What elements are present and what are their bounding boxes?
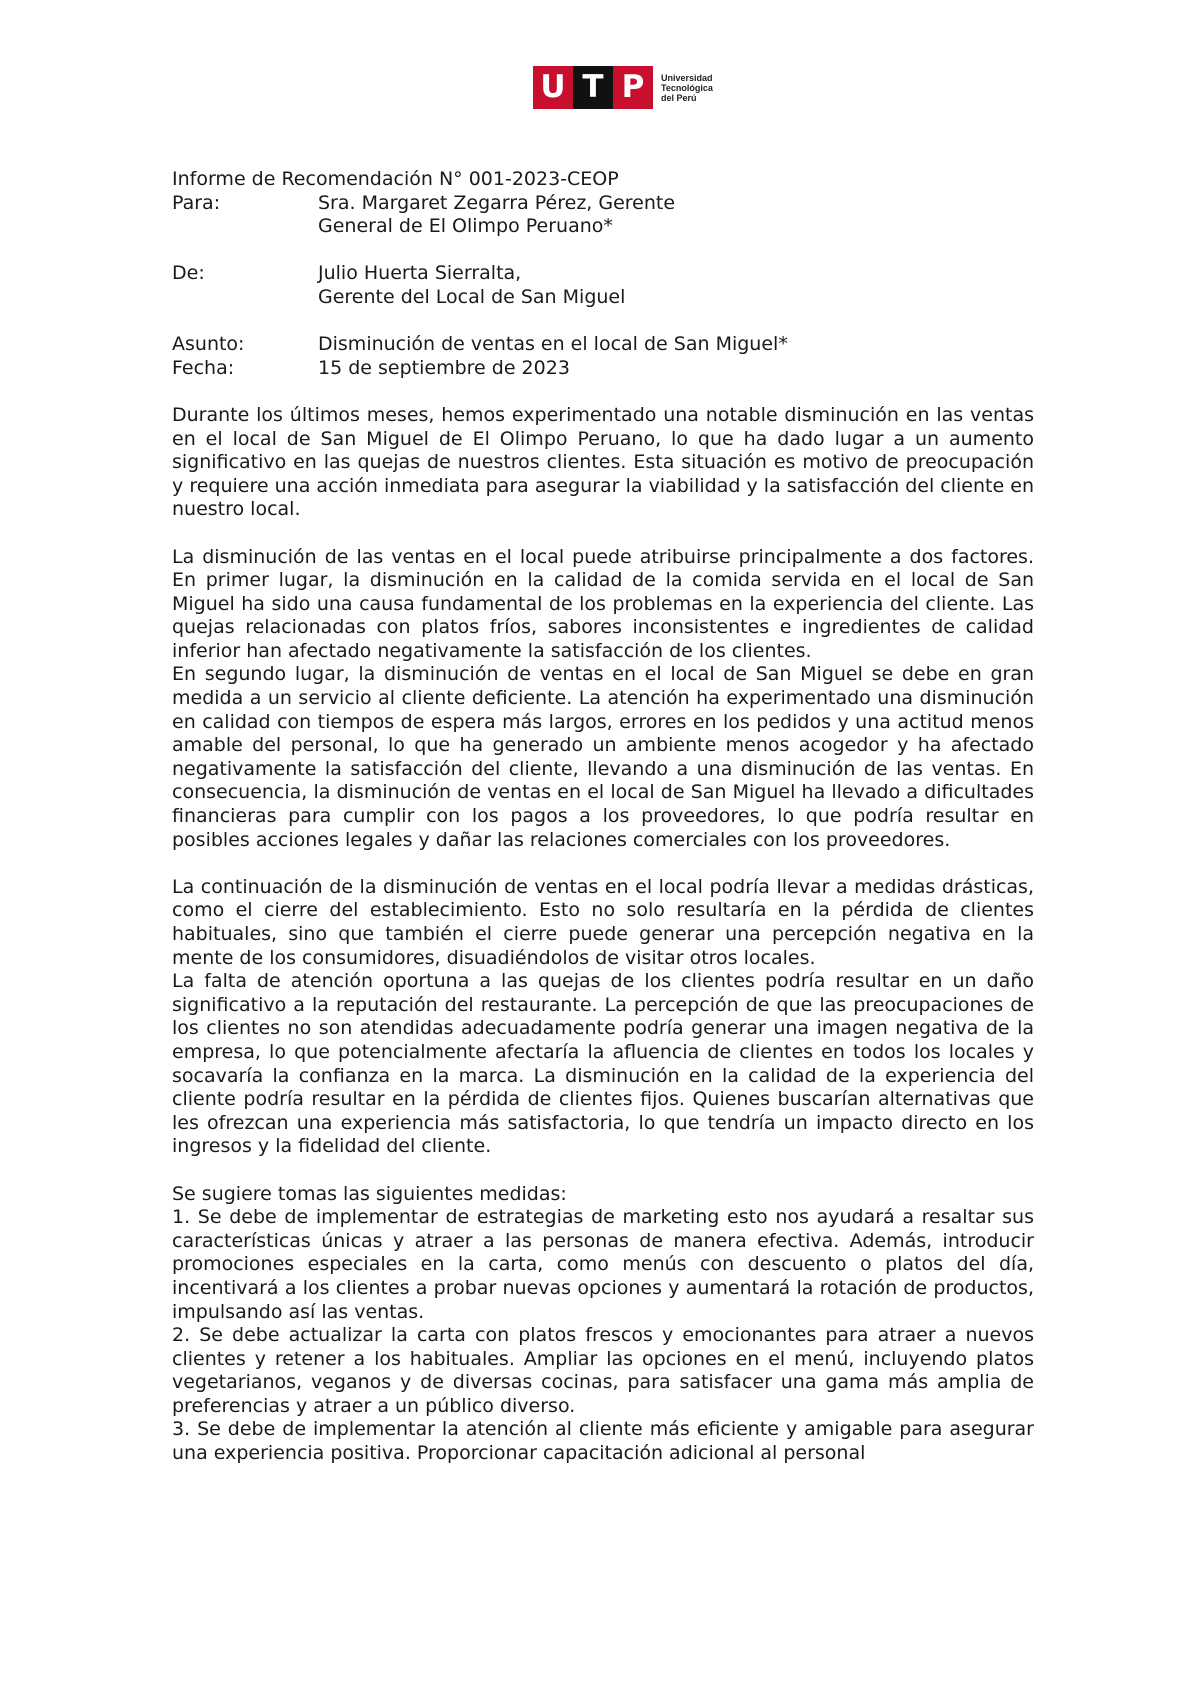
de-value-line: Gerente del Local de San Miguel [318,285,626,308]
logo-letter-t: T [573,66,613,109]
recommendations-intro: Se sugiere tomas las siguientes medidas: [172,1182,567,1205]
logo-letter-u: U [533,66,573,109]
body-paragraph: Durante los últimos meses, hemos experimentado una notable disminución en las ventas en el local de San Miguel de El Olimpo Peruano, lo que ha dado lugar a un aumento significativo en las quejas de nuestros clientes. Esta situación es motivo de preocupación y requiere una acción inmediata para asegurar la viabilidad y la satisfacción del cliente en nuestro local. [172,403,1034,521]
logo-tagline-line: Universidad [661,72,713,83]
de-value-line: Julio Huerta Sierralta, [318,262,522,285]
recommendation-item: 3. Se debe de implementar la atención al cliente más eficiente y amigable para asegurar una experiencia positiva. Proporcionar capacitación adicional al personal [172,1418,1034,1465]
recommendation-item: 1. Se debe de implementar de estrategias de marketing esto nos ayudará a resaltar sus características únicas y atraer a las personas de manera efectiva. Además, introducir promociones especiales en la carta, como menús con descuento o platos del día, incentivará a los clientes a probar nuevas opciones y aumentará la rotación de productos, impulsando así las ventas. [172,1206,1034,1323]
header-para [172,192,1034,239]
para-value-line: General de El Olimpo Peruano* [318,215,613,238]
fecha-label: Fecha: [172,356,235,379]
document-body [172,168,1034,1466]
asunto-label: Asunto: [172,333,245,356]
logo-tagline-line: Tecnológica [661,82,713,93]
para-value-line: Sra. Margaret Zegarra Pérez, Gerente [318,191,676,214]
logo-tagline [661,73,713,103]
recommendation-item: 2. Se debe actualizar la carta con platos frescos y emocionantes para atraer a nuevos clientes y retener a los habituales. Ampliar las opciones en el menú, incluyendo platos vegetarianos, veganos y de diversas cocinas, para satisfacer una gama más amplia de preferencias y atraer a un público diverso. [172,1324,1034,1417]
header-fecha [172,357,1034,381]
document-title: Informe de Recomendación N° 001-2023-CEOP [172,168,619,190]
de-value [318,262,1034,309]
para-label: Para: [172,191,221,214]
body-paragraph: La continuación de la disminución de ventas en el local podría llevar a medidas drásticas, como el cierre del establecimiento. Esto no solo resultaría en la pérdida de clientes habituales, sino que también el cierre puede generar una percepción negativa en la mente de los consumidores, disuadiéndolos de visitar otros locales. [172,875,1034,969]
de-label: De: [172,262,205,285]
logo-letter-p: P [613,66,653,109]
header-de [172,262,1034,309]
logo-tagline-line: del Perú [661,92,697,103]
asunto-value: Disminución de ventas en el local de San Miguel* [318,333,788,356]
body-paragraph: La falta de atención oportuna a las quejas de los clientes podría resultar en un daño significativo a la reputación del restaurante. La percepción de que las preocupaciones de los clientes no son atendidas adecuadamente podría generar una imagen negativa de la empresa, lo que potencialmente afectaría la afluencia de clientes en todos los locales y socavaría la confianza en la marca. La disminución en la calidad de la experiencia del cliente podría resultar en la pérdida de clientes fijos. Quienes buscarían alternativas que les ofrezcan una experiencia más satisfactoria, lo que tendría un impacto directo en los ingresos y la fidelidad del cliente. [172,970,1034,1158]
header-asunto [172,333,1034,357]
body-paragraph: En segundo lugar, la disminución de ventas en el local de San Miguel se debe en gran medida a un servicio al cliente deficiente. La atención ha experimentado una disminución en calidad con tiempos de espera más largos, errores en los pedidos y una actitud menos amable del personal, lo que ha generado un ambiente menos acogedor y ha afectado negativamente la satisfacción del cliente, llevando a una disminución de las ventas. En consecuencia, la disminución de ventas en el local de San Miguel ha llevado a dificultades financieras para cumplir con los pagos a los proveedores, lo que podría resultar en posibles acciones legales y dañar las relaciones comerciales con los proveedores. [172,663,1034,851]
para-value [318,192,1034,239]
fecha-value: 15 de septiembre de 2023 [318,356,570,379]
utp-logo [533,66,713,109]
body-paragraph: La disminución de las ventas en el local puede atribuirse principalmente a dos factores. En primer lugar, la disminución en la calidad de la comida servida en el local de San Miguel ha sido una causa fundamental de los problemas en la experiencia del cliente. Las quejas relacionadas con platos fríos, sabores inconsistentes e ingredientes de calidad inferior han afectado negativamente la satisfacción de los clientes. [172,545,1034,662]
